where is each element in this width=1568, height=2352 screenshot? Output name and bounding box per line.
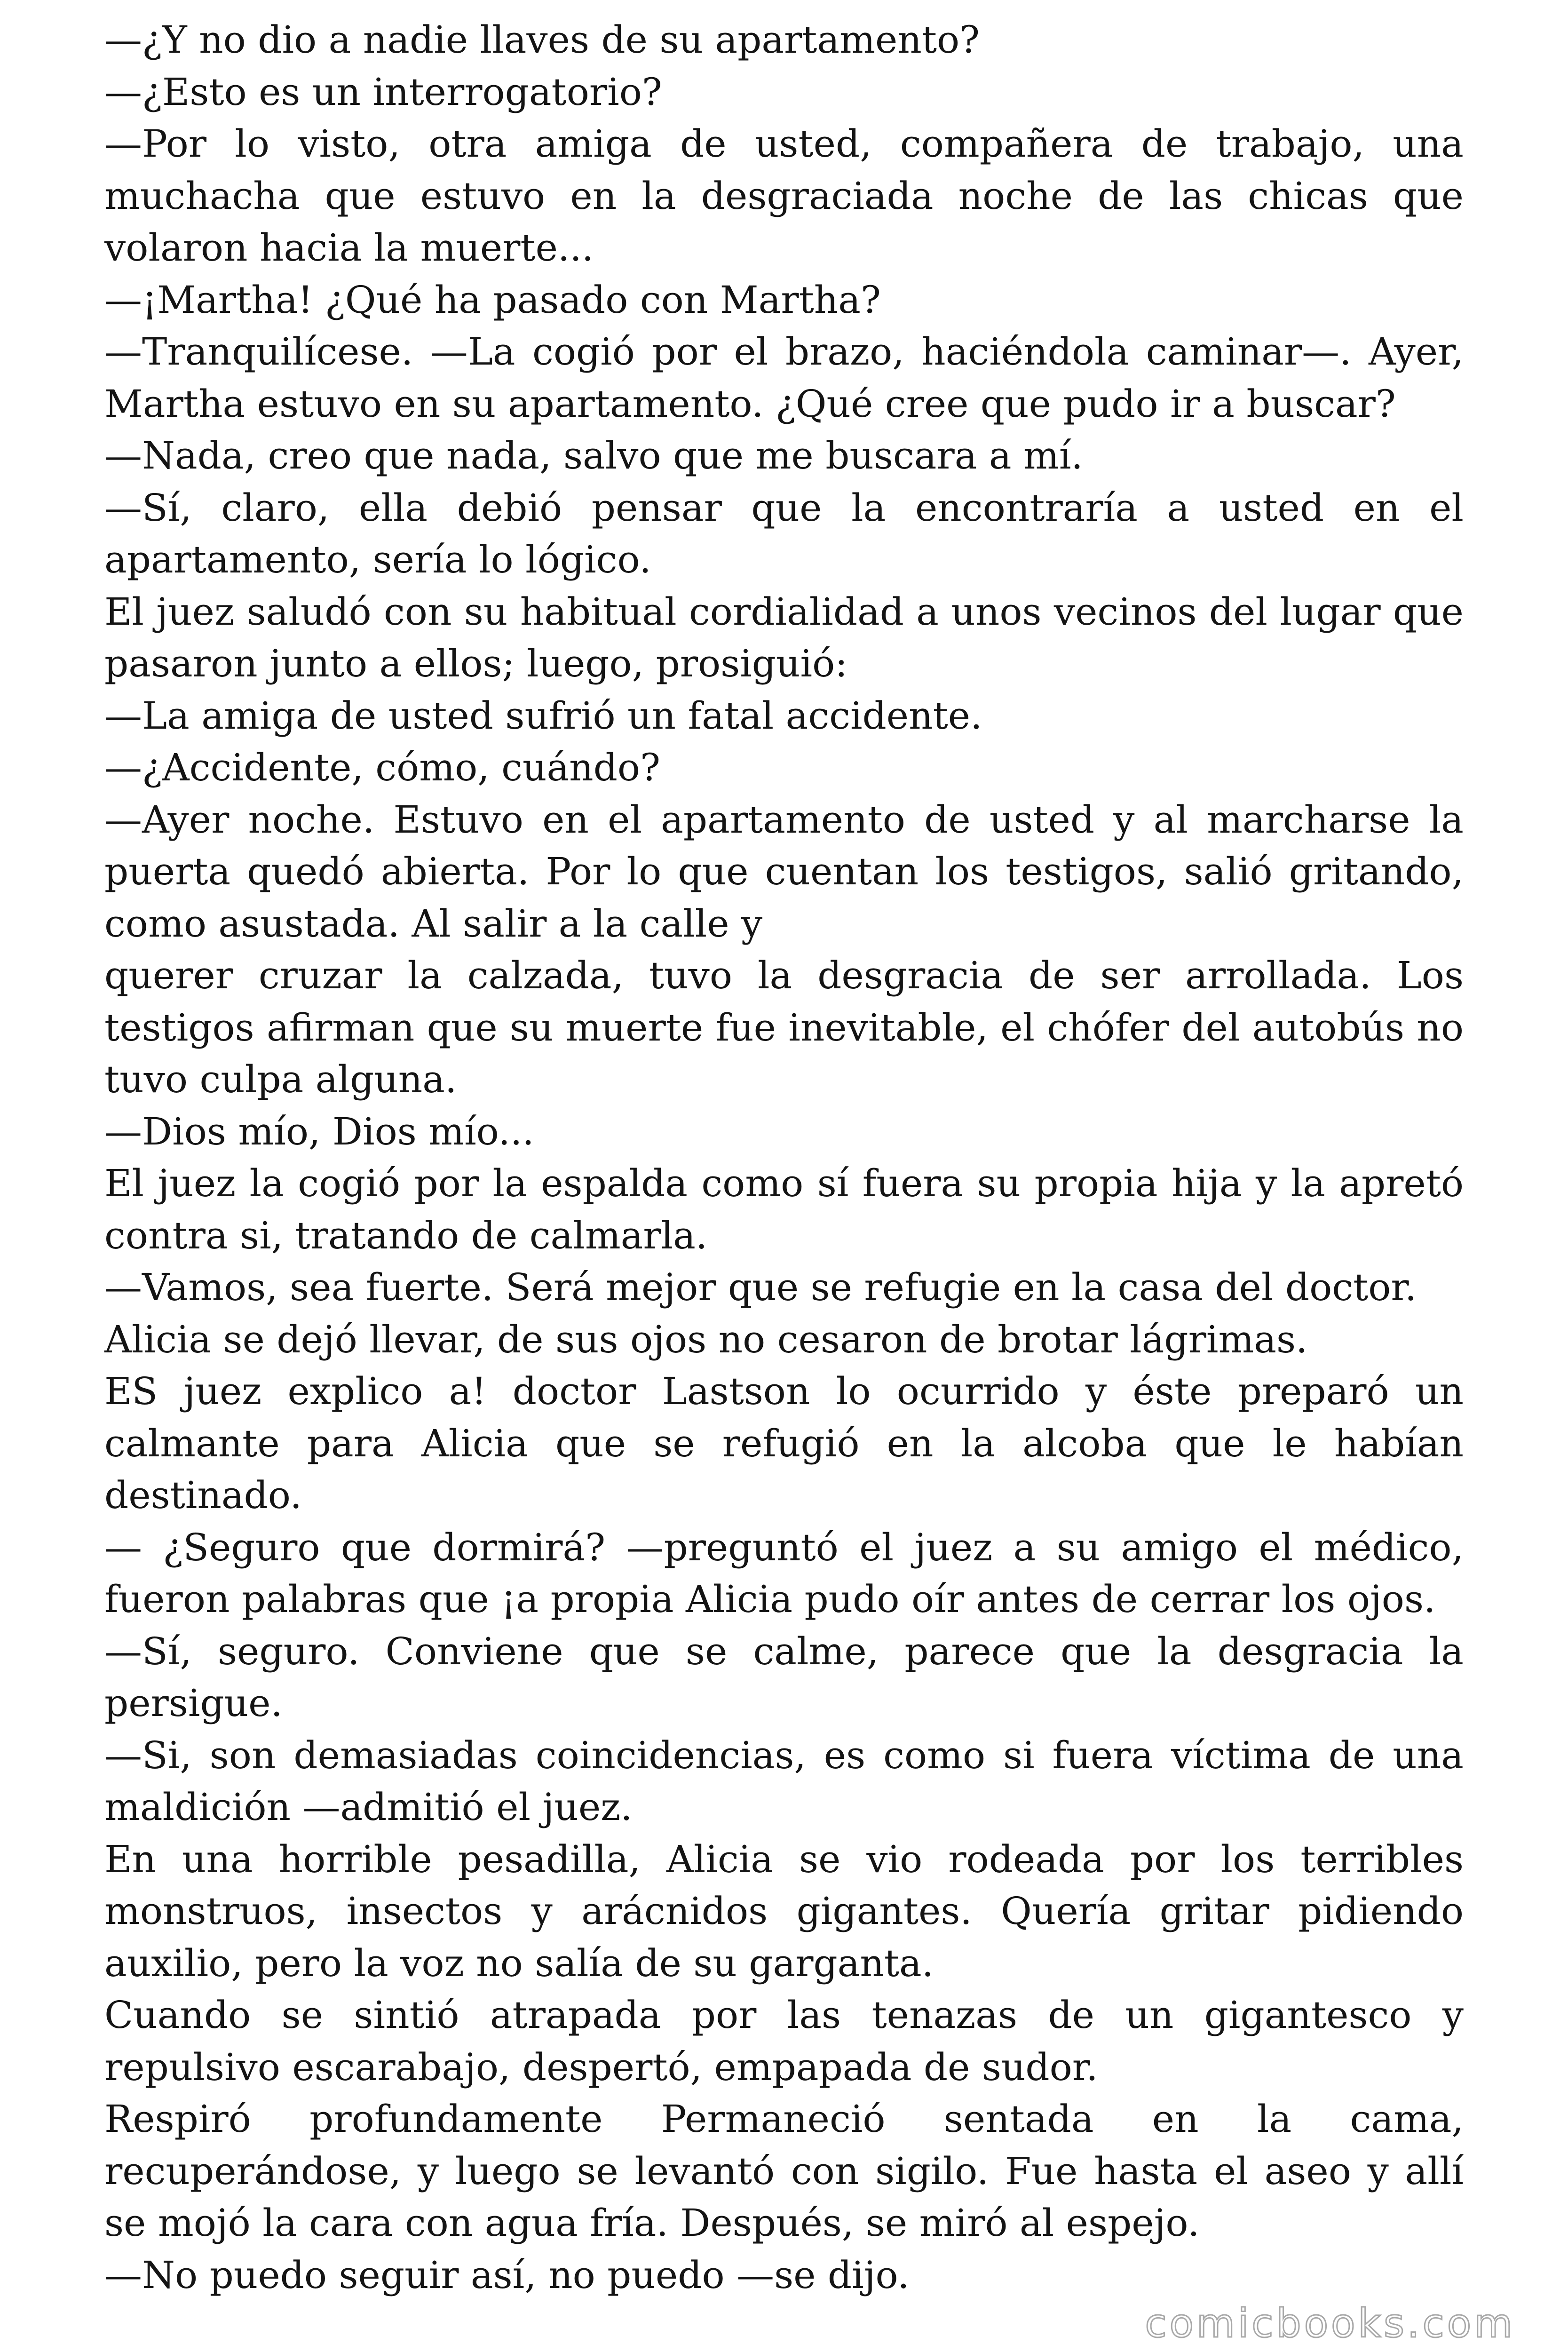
paragraph: Alicia se dejó llevar, de sus ojos no cesaron de brotar lágrimas. [104,1317,1308,1361]
paragraph: —Nada, creo que nada, salvo que me buscara a mí. [104,434,1083,477]
paragraph: —Si, son demasiadas coincidencias, es como si fuera víctima de una maldición —admitió el juez. [104,1733,1464,1829]
page-text [104,14,1464,2301]
paragraph: Cuando se sintió atrapada por las tenazas de un gigantesco y repulsivo escarabajo, despertó, empapada de sudor. [104,1993,1464,2089]
paragraph: —Sí, seguro. Conviene que se calme, parece que la desgracia la persigue. [104,1629,1464,1725]
paragraph: ES juez explico a! doctor Lastson lo ocurrido y éste preparó un calmante para Alicia que se refugió en la alcoba que le habían destinado. [104,1369,1464,1517]
paragraph: —¿Esto es un interrogatorio? [104,70,662,114]
paragraph: —¿Accidente, cómo, cuándo? [104,746,660,789]
paragraph: — ¿Seguro que dormirá? —preguntó el juez a su amigo el médico, fueron palabras que ¡a propia Alicia pudo oír antes de cerrar los ojos. [104,1525,1464,1621]
paragraph: El juez saludó con su habitual cordialidad a unos vecinos del lugar que pasaron junto a ellos; luego, prosiguió: [104,589,1464,685]
paragraph: —La amiga de usted sufrió un fatal accidente. [104,693,982,738]
paragraph: —Dios mío, Dios mío... [104,1109,534,1153]
paragraph: —¡Martha! ¿Qué ha pasado con Martha? [104,278,881,322]
paragraph: —Ayer noche. Estuvo en el apartamento de usted y al marcharse la puerta quedó abierta. Por lo que cuentan los testigos, salió gritando, como asustada. Al salir a la calle y [104,797,1464,946]
paragraph: —No puedo seguir así, no puedo —se dijo. [104,2253,910,2297]
paragraph: —Vamos, sea fuerte. Será mejor que se refugie en la casa del doctor. [104,1265,1417,1309]
paragraph: En una horrible pesadilla, Alicia se vio rodeada por los terribles monstruos, insectos y arácnidos gigantes. Quería gritar pidiendo auxilio, pero la voz no salía de su garganta. [104,1837,1464,1985]
paragraph: —Por lo visto, otra amiga de usted, compañera de trabajo, una muchacha que estuvo en la desgraciada noche de las chicas que volaron hacia la muerte... [104,122,1464,270]
watermark: comicbooks.com [1145,2300,1515,2346]
paragraph: querer cruzar la calzada, tuvo la desgracia de ser arrollada. Los testigos afirman que su muerte fue inevitable, el chófer del autobús no tuvo culpa alguna. [104,954,1464,1101]
paragraph: —¿Y no dio a nadie llaves de su apartamento? [104,18,980,62]
paragraph: Respiró profundamente Permaneció sentada en la cama, recuperándose, y luego se levantó con sigilo. Fue hasta el aseo y allí se mojó la cara con agua fría. Después, se miró al espejo. [104,2097,1464,2245]
paragraph: —Sí, claro, ella debió pensar que la encontraría a usted en el apartamento, sería lo lógico. [104,485,1464,581]
paragraph: —Tranquilícese. —La cogió por el brazo, haciéndola caminar—. Ayer, Martha estuvo en su apartamento. ¿Qué cree que pudo ir a buscar? [104,330,1464,426]
paragraph: El juez la cogió por la espalda como sí fuera su propia hija y la apretó contra si, tratando de calmarla. [104,1161,1464,1257]
